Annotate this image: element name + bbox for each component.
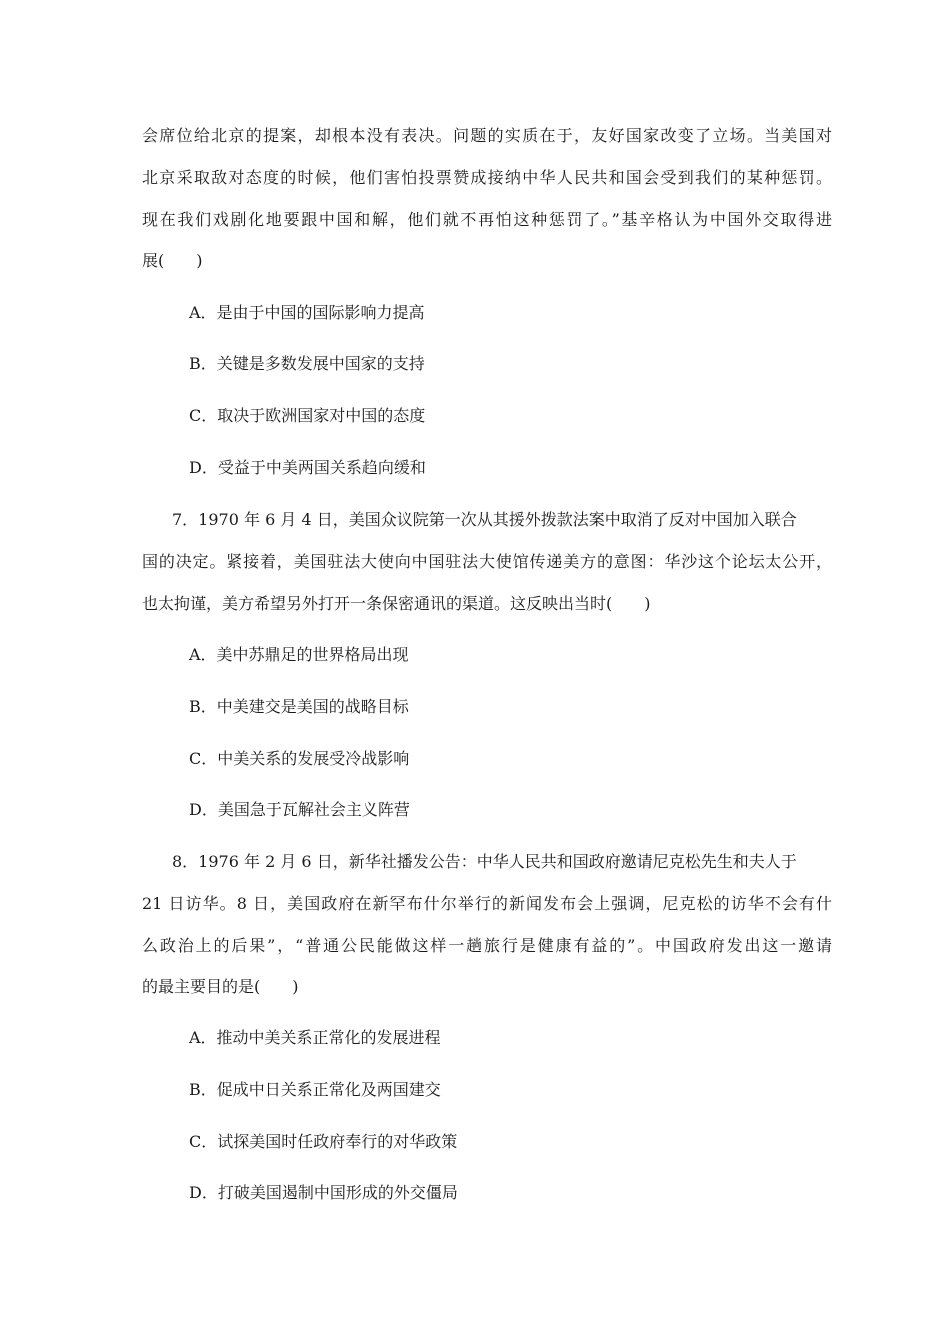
q7-option-a: A．美中苏鼎足的世界格局出现	[189, 645, 409, 664]
q7-option-c: C．中美关系的发展受冷战影响	[189, 749, 410, 768]
q6-option-c: C．取决于欧洲国家对中国的态度	[189, 406, 426, 425]
q6-text-line-3: 现在我们戏剧化地要跟中国和解，他们就不再怕这种惩罚了。”基辛格认为中国外交取得进	[142, 210, 832, 229]
q8-stem-line-2: 21 日访华。8 日，美国政府在新罕布什尔举行的新闻发布会上强调，尼克松的访华不会有什	[142, 894, 832, 913]
q8-stem-line-4: 的最主要目的是( )	[142, 977, 299, 996]
q7-option-d: D．美国急于瓦解社会主义阵营	[189, 800, 410, 819]
q6-text-line-4: 展( )	[142, 251, 203, 270]
q8-stem-line-3: 么政治上的后果”，“普通公民能做这样一趟旅行是健康有益的”。中国政府发出这一邀请	[142, 936, 832, 955]
q7-stem-line-2: 国的决定。紧接着，美国驻法大使向中国驻法大使馆传递美方的意图：华沙这个论坛太公开，	[142, 552, 832, 571]
q7-stem-line-1: 7．1970 年 6 月 4 日，美国众议院第一次从其援外拨款法案中取消了反对中国加入联合	[172, 510, 797, 529]
q8-option-b: B．促成中日关系正常化及两国建交	[189, 1080, 441, 1099]
q7-stem-line-3: 也太拘谨，美方希望另外打开一条保密通讯的渠道。这反映出当时( )	[142, 594, 651, 613]
q8-option-c: C．试探美国时任政府奉行的对华政策	[189, 1132, 458, 1151]
q6-option-d: D．受益于中美两国关系趋向缓和	[189, 458, 426, 477]
q8-option-d: D．打破美国遏制中国形成的外交僵局	[189, 1183, 458, 1202]
q6-text-line-1: 会席位给北京的提案，却根本没有表决。问题的实质在于，友好国家改变了立场。当美国对	[142, 126, 832, 145]
q7-option-b: B．中美建交是美国的战略目标	[189, 697, 409, 716]
q6-option-b: B．关键是多数发展中国家的支持	[189, 354, 425, 373]
q8-stem-line-1: 8．1976 年 2 月 6 日，新华社播发公告：中华人民共和国政府邀请尼克松先生和夫人于	[172, 852, 797, 871]
q8-option-a: A．推动中美关系正常化的发展进程	[189, 1028, 441, 1047]
q6-text-line-2: 北京采取敌对态度的时候，他们害怕投票赞成接纳中华人民共和国会受到我们的某种惩罚。	[142, 168, 832, 187]
q6-option-a: A．是由于中国的国际影响力提高	[189, 303, 425, 322]
